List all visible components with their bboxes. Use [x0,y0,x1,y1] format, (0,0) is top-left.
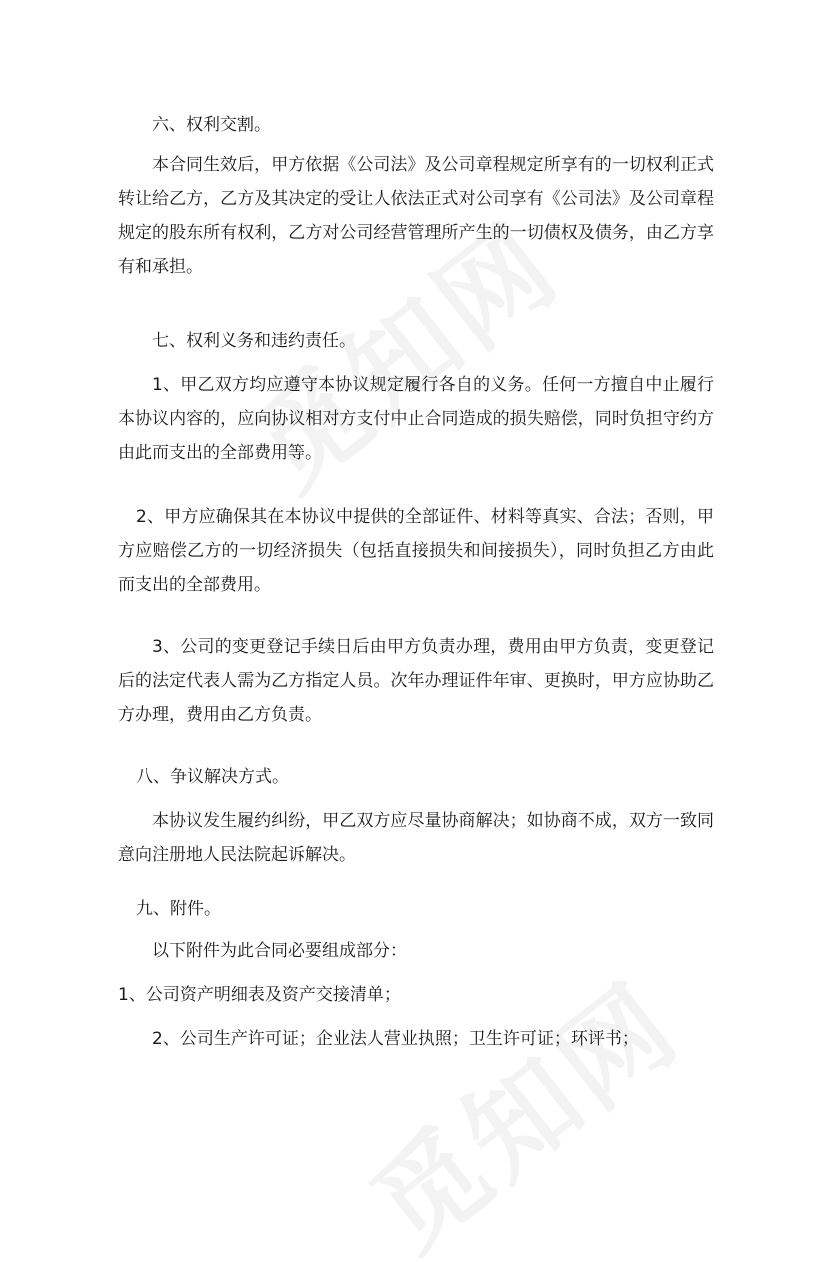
paragraph: 2、甲方应确保其在本协议中提供的全部证件、材料等真实、合法；否则，甲方应赔偿乙方的一切经济损失（包括直接损失和间接损失），同时负担乙方由此而支出的全部费用。 [118,507,714,595]
section-heading: 九、附件。 [136,899,221,919]
list-item: 2、公司生产许可证；企业法人营业执照；卫生许可证；环评书； [152,1029,639,1049]
section-heading: 八、争议解决方式。 [136,767,289,787]
paragraph: 以下附件为此合同必要组成部分： [152,941,407,961]
paragraph: 3、公司的变更登记手续日后由甲方负责办理，费用由甲方负责，变更登记后的法定代表人需为乙方指定人员。次年办理证件年审、更换时，甲方应协助乙方办理，费用由乙方负责。 [118,637,714,725]
section-heading: 七、权利义务和违约责任。 [152,331,356,351]
paragraph: 本合同生效后，甲方依据《公司法》及公司章程规定所享有的一切权利正式转让给乙方，乙方及其决定的受让人依法正式对公司享有《公司法》及公司章程规定的股东所有权利，乙方对公司经营管理所产生的一切债权及债务，由乙方享有和承担。 [118,155,714,277]
paragraph: 本协议发生履约纠纷，甲乙双方应尽量协商解决；如协商不成，双方一致同意向注册地人民法院起诉解决。 [118,811,714,865]
section-heading: 六、权利交割。 [152,115,271,135]
paragraph: 1、甲乙双方均应遵守本协议规定履行各自的义务。任何一方擅自中止履行本协议内容的，应向协议相对方支付中止合同造成的损失赔偿，同时负担守约方由此而支出的全部费用等。 [118,375,714,463]
list-item: 1、公司资产明细表及资产交接清单； [118,985,401,1005]
